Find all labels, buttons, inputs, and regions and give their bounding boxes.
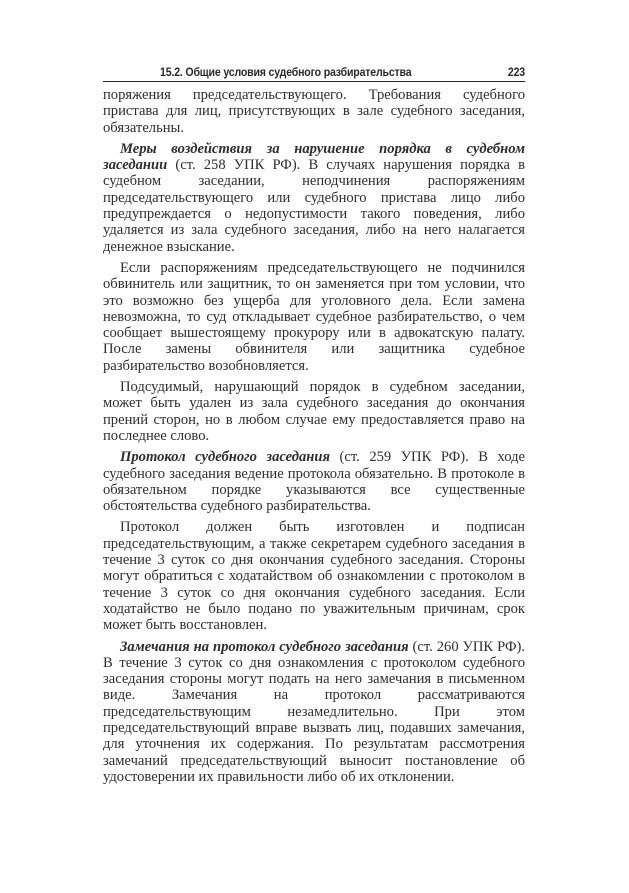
- running-header: [103, 67, 525, 82]
- paragraph-continuation: [103, 87, 525, 136]
- paragraph-record-signing: [103, 519, 525, 633]
- section-title: 15.2. Общие условия судебного разбирательства: [160, 67, 412, 79]
- paragraph-court-record: [103, 449, 525, 514]
- run-in-heading: Меры воздействия за нарушение порядка в судебном заседании: [103, 140, 525, 174]
- paragraph-text: (ст. 259 УПК РФ). В ходе судебного заседания ведение протокола обязательно. В протоколе в обязательном порядке указываются все существенные обстоятельства судебного разбирательства.: [103, 449, 526, 515]
- paragraph-text: (ст. 260 УПК РФ). В течение 3 суток со дня ознакомления с протоколом судебного заседания стороны могут подать на него замечания в письменном виде. Замечания на протокол рассматриваются председательствующим незамедлительно. При этом председательствующий вправе вызвать лиц, подавших замечания, для уточнения их содержания. По результатам рассмотрения замечаний председательствующий выносит постановление об удостоверении их правильности либо об их отклонении.: [103, 638, 525, 785]
- paragraph-text: Подсудимый, нарушающий порядок в судебном заседании, может быть удален из зала судебного заседания до окончания прений сторон, но в любом случае ему предоставляется право на последнее слово.: [103, 379, 525, 444]
- paragraph-text: Протокол должен быть изготовлен и подписан председательствующим, а также секретарем судебного заседания в течение 3 суток со дня окончания судебного заседания. Стороны могут обратиться с ходатайством об ознакомлении с протоколом в течение 3 суток со дня окончания судебного заседания. Если ходатайство не было подано по уважительным причинам, срок может быть восстановлен.: [103, 519, 525, 634]
- run-in-heading: Замечания на протокол судебного заседания: [120, 638, 409, 655]
- paragraph-misconduct-measures: [103, 141, 525, 255]
- page-number: 223: [507, 67, 526, 79]
- paragraph-text: поряжения председательствующего. Требования судебного пристава для лиц, присутствующих в зале судебного заседания, обязательны.: [103, 87, 525, 136]
- paragraph-record-remarks: [103, 639, 525, 786]
- run-in-heading: Протокол судебного заседания: [120, 449, 331, 466]
- paragraph-defendant-removal: [103, 379, 525, 444]
- paragraph-text: (ст. 258 УПК РФ). В случаях нарушения порядка в судебном заседании, неподчинения распоряжениям председательствующего или судебного пристава лицо либо предупреждается о недопустимости такого поведения, либо удаляется из зала судебного заседания, либо на него налагается денежное взыскание.: [103, 157, 525, 255]
- book-page: [103, 67, 525, 785]
- body-text: [103, 87, 525, 785]
- paragraph-prosecutor-replacement: [103, 260, 525, 374]
- paragraph-text: Если распоряжениям председательствующего не подчинился обвинитель или защитник, то он заменяется при том условии, что это возможно без ущерба для уголовного дела. Если замена невозможна, то суд откладывает судебное разбирательство, о чем сообщает вышестоящему прокурору или в адвокатскую палату. После замены обвинителя или защитника судебное разбирательство возобновляется.: [103, 259, 525, 374]
